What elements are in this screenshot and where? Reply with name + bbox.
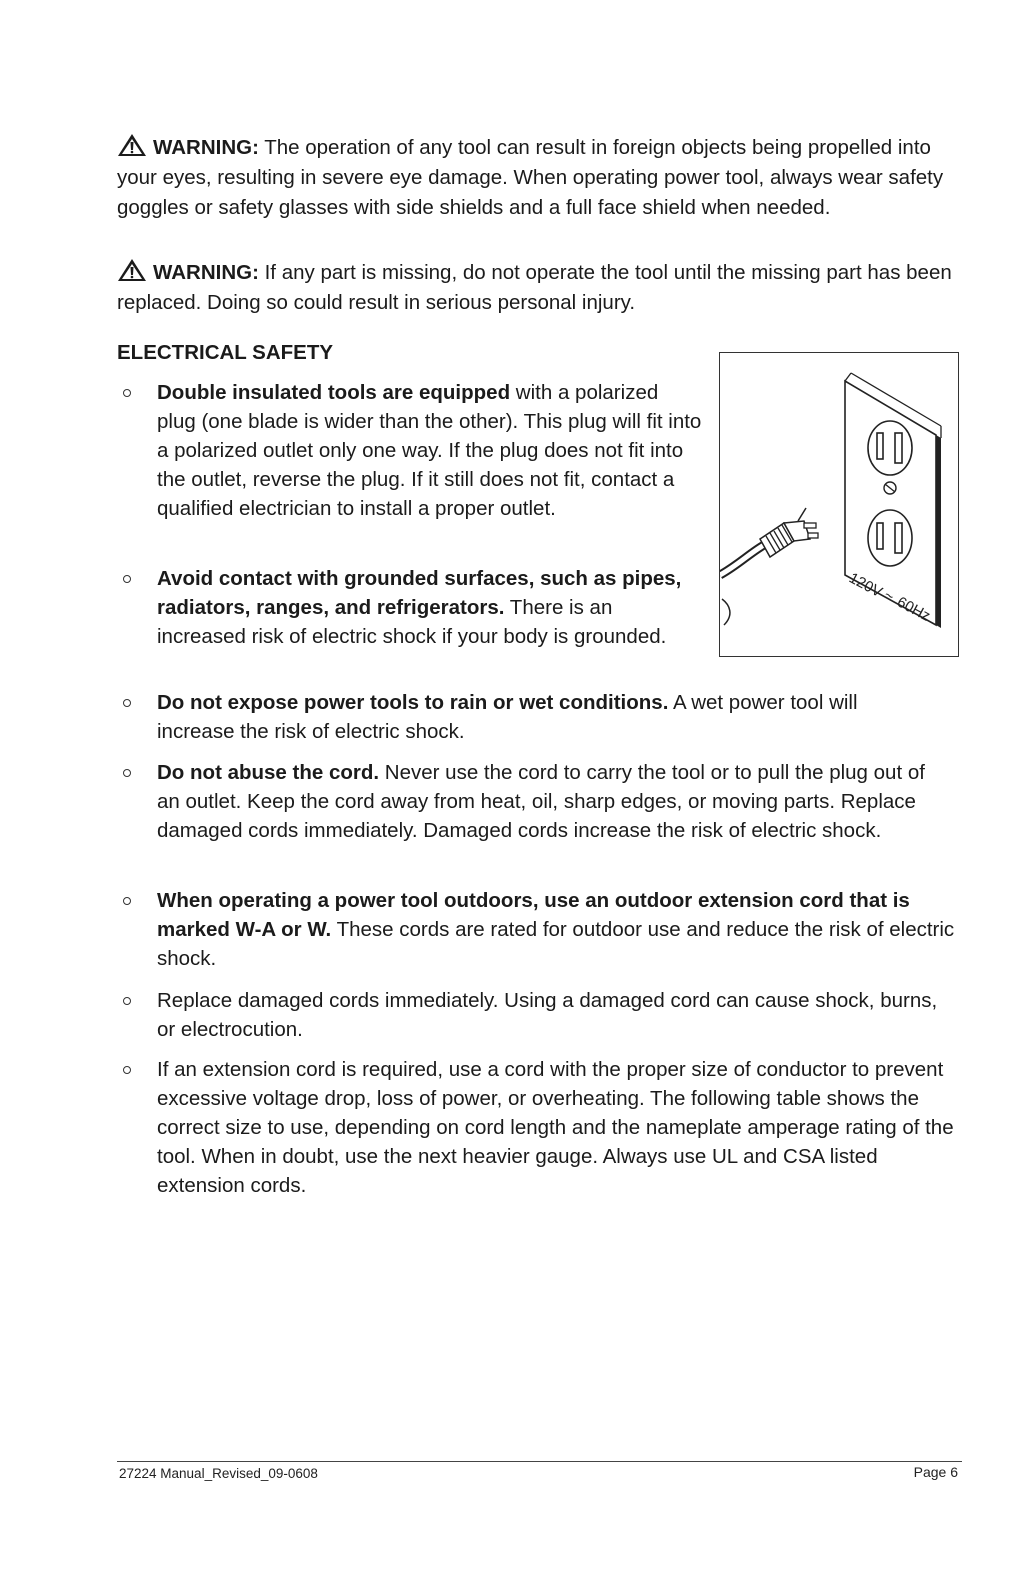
bullet-bold: Double insulated tools are equipped	[157, 381, 511, 404]
warning-missing-part	[117, 258, 962, 318]
outlet-plug-drawing	[720, 353, 957, 655]
bullet-icon	[123, 699, 131, 707]
warning-eye-damage	[117, 133, 962, 223]
section-title: ELECTRICAL SAFETY	[117, 341, 334, 364]
bullet-replace-damaged	[157, 986, 947, 1044]
bullet-bold: When operating a power tool outdoors, use an outdoor extension cord that is marked W-A or W.	[157, 889, 910, 941]
footer-divider	[117, 1461, 962, 1462]
bullet-icon	[123, 389, 131, 397]
warning-triangle-icon	[117, 133, 147, 157]
bullet-text: These cords are rated for outdoor use and reduce the risk of electric shock.	[157, 918, 955, 970]
bullet-icon	[123, 897, 131, 905]
polarized-outlet-illustration	[719, 352, 959, 657]
bullet-icon	[123, 997, 131, 1005]
warning-label: WARNING:	[153, 136, 259, 159]
outlet-frequency-label: 60Hz	[894, 593, 934, 625]
warning-label: WARNING:	[153, 261, 259, 284]
footer-document-id: 27224 Manual_Revised_09-0608	[119, 1466, 318, 1481]
bullet-bold: Avoid contact with grounded surfaces, such as pipes, radiators, ranges, and refrigerators.	[157, 567, 682, 619]
bullet-text: Never use the cord to carry the tool or to pull the plug out of an outlet. Keep the cord away from heat, oil, sharp edges, or moving parts. Replace damaged cords immediately. Damaged cords increase the risk of electric shock.	[157, 761, 925, 842]
bullet-bold: Do not expose power tools to rain or wet conditions.	[157, 691, 669, 714]
bullet-text: Replace damaged cords immediately. Using a damaged cord can cause shock, burns, or electrocution.	[157, 989, 938, 1041]
footer-page-number: Page 6	[913, 1464, 958, 1480]
bullet-text: with a polarized plug (one blade is wider than the other). This plug will fit into a polarized outlet only one way. If the plug does not fit into the outlet, reverse the plug. If it still does not fit, contact a qualified electrician to install a proper outlet.	[157, 381, 702, 520]
outlet-voltage-label: 120V	[846, 569, 886, 601]
bullet-extension-cord-size	[157, 1055, 962, 1200]
bullet-rain-wet	[157, 688, 937, 746]
bullet-icon	[123, 1066, 131, 1074]
bullet-bold: Do not abuse the cord.	[157, 761, 380, 784]
outlet-tilde-label: ~	[881, 586, 897, 606]
bullet-abuse-cord	[157, 758, 937, 845]
bullet-icon	[123, 575, 131, 583]
warning-text: If any part is missing, do not operate the tool until the missing part has been replaced. Doing so could result in serious personal injury.	[117, 261, 952, 314]
bullet-outdoor-extension	[157, 886, 962, 973]
bullet-text: There is an increased risk of electric shock if your body is grounded.	[157, 596, 667, 648]
bullet-grounded-surfaces	[157, 564, 702, 651]
bullet-text: A wet power tool will increase the risk of electric shock.	[157, 691, 858, 743]
bullet-icon	[123, 769, 131, 777]
bullet-double-insulated	[157, 378, 702, 523]
warning-text: The operation of any tool can result in foreign objects being propelled into your eyes, resulting in severe eye damage. When operating power tool, always wear safety goggles or safety glasses with side shields and a full face shield when needed.	[117, 136, 944, 219]
warning-triangle-icon	[117, 258, 147, 282]
bullet-text: If an extension cord is required, use a cord with the proper size of conductor to prevent excessive voltage drop, loss of power, or overheating. The following table shows the correct size to use, depending on cord length and the nameplate amperage rating of the tool. When in doubt, use the next heavier gauge. Always use UL and CSA listed extension cords.	[157, 1058, 954, 1197]
